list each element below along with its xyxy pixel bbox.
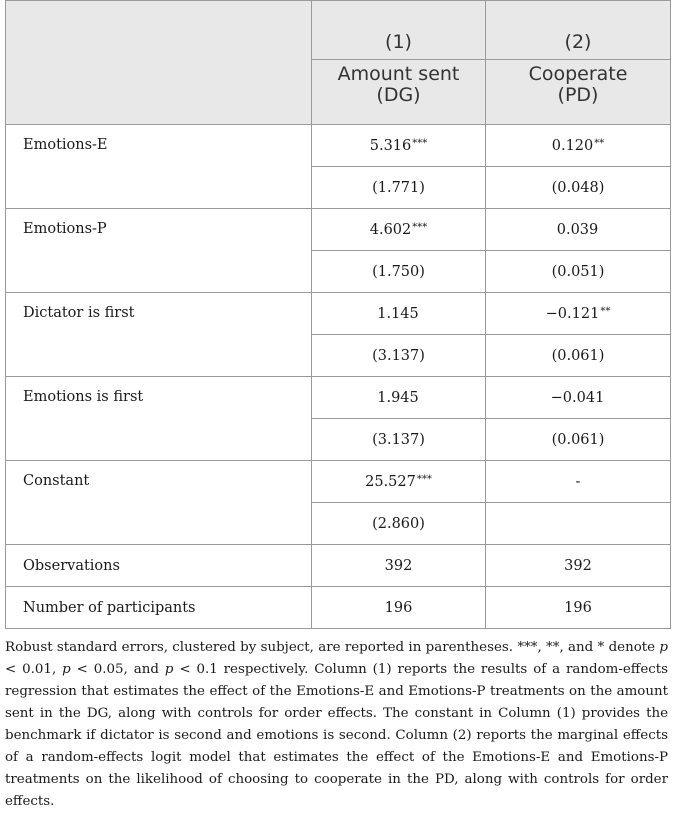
col2-label-line2: (PD) <box>557 84 599 106</box>
table-row <box>6 461 671 503</box>
footnote-p-symbol: p <box>164 662 174 677</box>
significance-stars: ** <box>594 137 605 149</box>
table-row <box>6 377 671 419</box>
table-row <box>6 209 671 251</box>
row-label: Emotions-P <box>6 209 312 293</box>
std-error-cell: (0.061) <box>486 335 671 377</box>
table-header <box>6 1 671 125</box>
header-blank-cell-2 <box>6 60 312 125</box>
coef-cell <box>486 293 671 335</box>
coef-value: −0.041 <box>550 389 605 406</box>
table-body <box>6 125 671 629</box>
col2-number: (2) <box>486 1 671 60</box>
summary-value: 392 <box>486 545 671 587</box>
summary-value: 196 <box>486 587 671 629</box>
coef-value: −0.121 <box>545 305 600 322</box>
table-row <box>6 545 671 587</box>
coef-cell <box>486 125 671 167</box>
row-label: Constant <box>6 461 312 545</box>
std-error-cell <box>486 503 671 545</box>
col1-label-line1: Amount sent <box>337 63 460 85</box>
coef-cell <box>486 461 671 503</box>
coef-value: 1.145 <box>377 305 419 322</box>
footnote-p-symbol: p <box>659 640 668 655</box>
table-footnote <box>5 637 668 813</box>
significance-stars: ** <box>600 305 611 317</box>
footnote-p-symbol: p <box>62 662 71 677</box>
col2-label <box>486 60 671 125</box>
summary-value: 392 <box>312 545 486 587</box>
significance-stars: *** <box>412 137 428 149</box>
coef-cell <box>312 125 486 167</box>
footnote-text: < 0.1 respectively. Column (1) reports the results of a random-effects regression that estimates the effect of the Emotions-E and Emotions-P treatments on the amount sent in the DG, along with controls for order effects. The constant in Column (1) provides the benchmark if dictator is second and emotions is second. Column (2) reports the marginal effects of a random-effects logit model that estimates the effect of the Emotions-E and Emotions-P treatments on the likelihood of choosing to cooperate in the PD, along with controls for order effects. <box>5 662 668 809</box>
regression-table <box>5 0 671 629</box>
row-label: Emotions-E <box>6 125 312 209</box>
footnote-text: < 0.01, <box>5 662 63 677</box>
row-label: Dictator is first <box>6 293 312 377</box>
table-row <box>6 293 671 335</box>
std-error-cell: (0.048) <box>486 167 671 209</box>
std-error-cell: (1.750) <box>312 251 486 293</box>
coef-value: 25.527 <box>365 473 416 490</box>
coef-cell <box>312 461 486 503</box>
row-label: Number of participants <box>6 587 312 629</box>
regression-table-container <box>5 0 670 813</box>
col1-label <box>312 60 486 125</box>
table-row <box>6 125 671 167</box>
footnote-text: Robust standard errors, clustered by subject, are reported in parentheses. ***, **, and * denote <box>5 640 656 655</box>
significance-stars: *** <box>416 473 432 485</box>
coef-cell <box>486 209 671 251</box>
coef-cell <box>312 293 486 335</box>
coef-cell <box>312 377 486 419</box>
coef-value: - <box>575 473 581 490</box>
coef-cell <box>312 209 486 251</box>
std-error-cell: (3.137) <box>312 419 486 461</box>
header-blank-cell <box>6 1 312 60</box>
coef-cell <box>486 377 671 419</box>
coef-value: 0.120 <box>551 137 594 154</box>
table-row <box>6 587 671 629</box>
coef-value: 4.602 <box>369 221 412 238</box>
row-label: Observations <box>6 545 312 587</box>
coef-value: 0.039 <box>556 221 599 238</box>
footnote-text: < 0.05, and <box>70 662 165 677</box>
col1-number: (1) <box>312 1 486 60</box>
summary-value: 196 <box>312 587 486 629</box>
col2-label-line1: Cooperate <box>528 63 628 85</box>
coef-value: 5.316 <box>369 137 412 154</box>
std-error-cell: (2.860) <box>312 503 486 545</box>
col1-label-line2: (DG) <box>376 84 421 106</box>
std-error-cell: (0.061) <box>486 419 671 461</box>
coef-value: 1.945 <box>377 389 419 406</box>
std-error-cell: (3.137) <box>312 335 486 377</box>
std-error-cell: (1.771) <box>312 167 486 209</box>
std-error-cell: (0.051) <box>486 251 671 293</box>
significance-stars: *** <box>412 221 428 233</box>
row-label: Emotions is first <box>6 377 312 461</box>
